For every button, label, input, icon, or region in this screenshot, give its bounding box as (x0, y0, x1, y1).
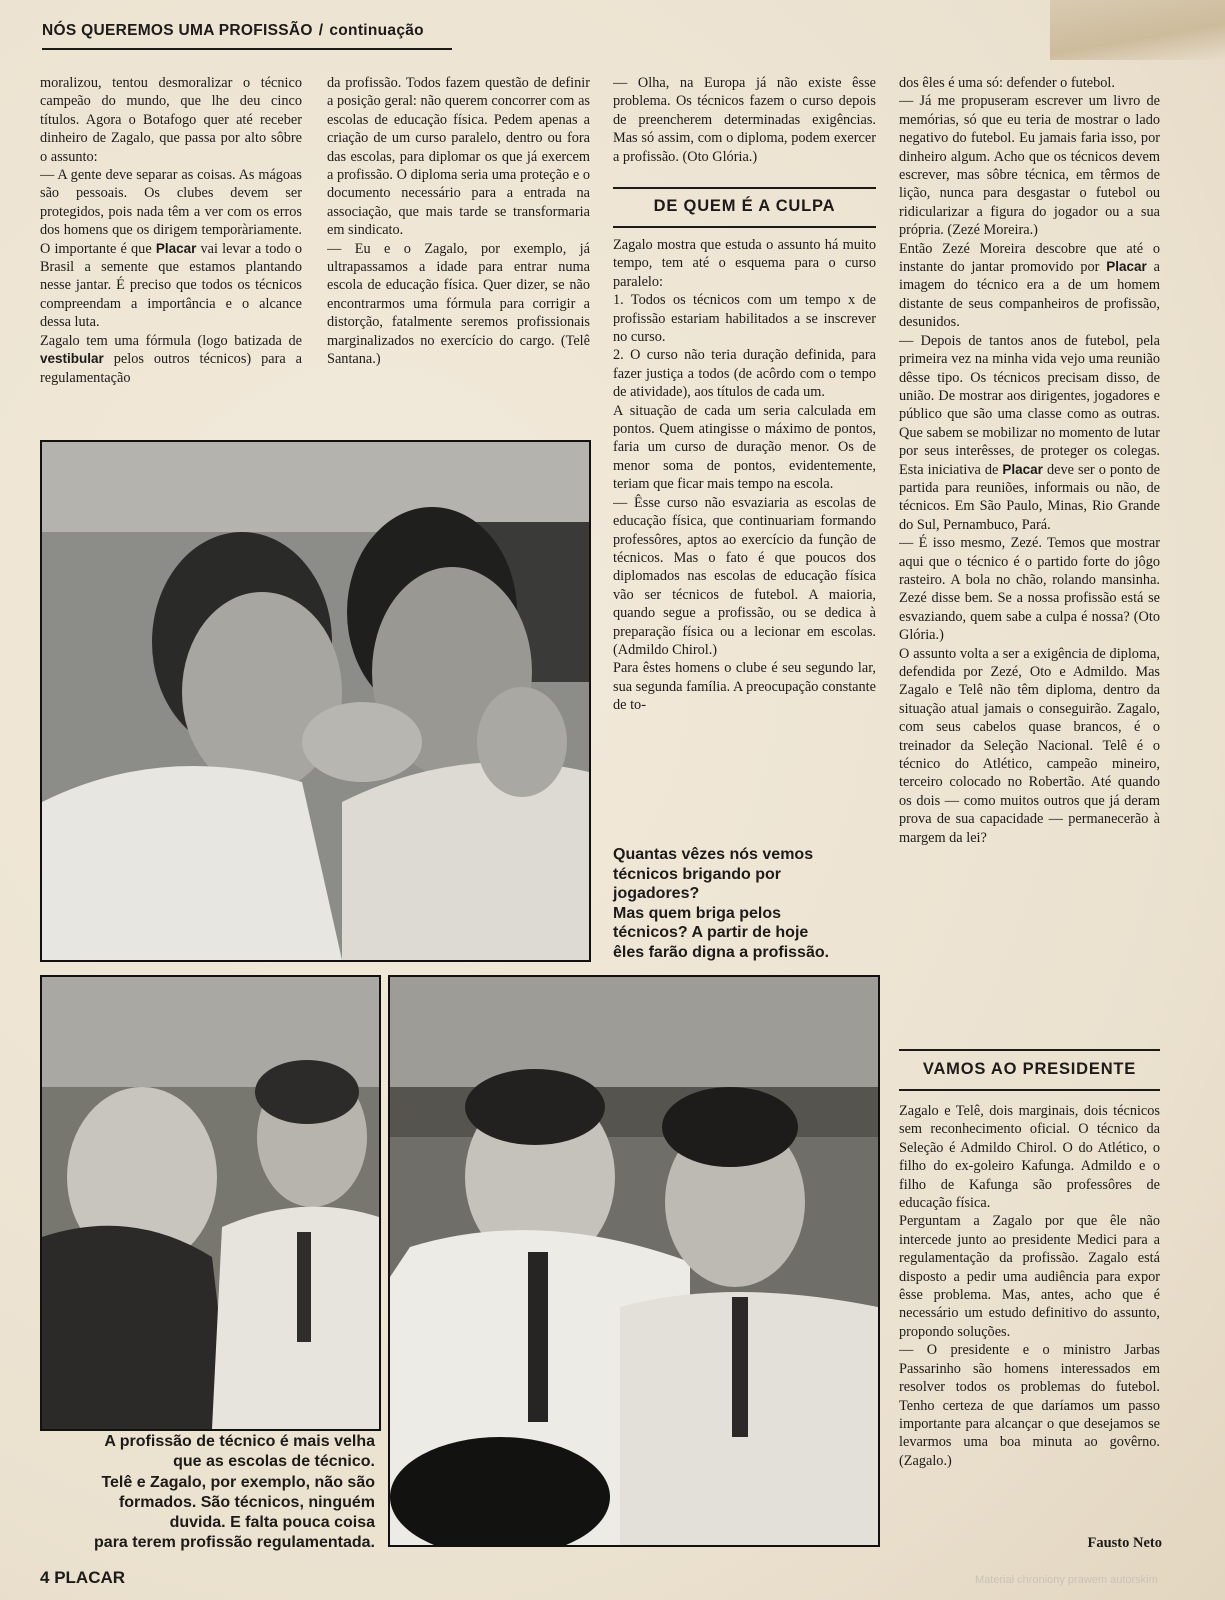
photo-image (42, 442, 589, 960)
column-4-body (899, 1102, 1160, 1532)
photo-caption (40, 1432, 375, 1554)
pull-quote-line: Quantas vêzes nós vemos (613, 846, 814, 863)
section-rule (899, 1089, 1160, 1091)
pull-quote-line: Mas quem briga pelos (613, 904, 782, 922)
byline: Fausto Neto (1087, 1535, 1162, 1551)
photo-two-coaches-talking (40, 440, 591, 962)
paragraph: moralizou, tentou desmoralizar o técnico campeão do mundo, que lhe deu cinco títulos. Agora o Botafogo quer até receber dinheiro de Zagalo, que passa por alto sôbre o assunto: (40, 75, 302, 165)
emphasis-text: Placar (1106, 259, 1147, 275)
paragraph: da profissão. Todos fazem questão de definir a posição geral: não querem concorrer com as escolas de educação física. Pedem apenas a criação de um curso paralelo, dentro ou fora das escolas, para diplomar os que já exercem a profissão. O diploma seria uma proteção e o documento necessário para a entrada na associação, que mais tarde se transformaria em sindicato. (327, 75, 590, 239)
subheading-vamos-ao-presidente: VAMOS AO PRESIDENTE (922, 1060, 1137, 1078)
pull-quote-line: jogadores? (613, 885, 700, 902)
photo-coaches-discussing (388, 975, 880, 1547)
paragraph: 1. Todos os técnicos com um tempo x de profissão estariam habilitados a se inscrever no curso. (613, 292, 876, 346)
paragraph: — Eu e o Zagalo, por exemplo, já ultrapassamos a idade para entrar numa escola de educação física. Quer dizer, se não encontrarmos uma fórmula para corrigir a distorção, fatalmente seremos profissionais marginalizados no exercício do cargo. (Telê Santana.) (327, 240, 590, 368)
section-title: NÓS QUEREMOS UMA PROFISSÃO (42, 22, 313, 39)
paragraph: Então Zezé Moreira descobre que até o instante do jantar promovido por Placar a imagem do técnico era a de um homem distante de seus companheiros de profissão, desunidos. (899, 240, 1160, 331)
emphasis-text: Placar (155, 240, 197, 256)
paragraph: — Êsse curso não esvaziaria as escolas de educação física, que continuariam formando professôres, aptos ao exercício da função de técnicos. Mas o fato é que poucos dos diplomados nas escolas de educação física vão ser técnicos de futebol. A maioria, quando segue a profissão, ou se dedica à preparação física ou a lecionar em escolas. (Admildo Chirol.) (613, 494, 876, 658)
pull-quote-line: técnicos brigando por (613, 865, 782, 883)
caption-line: duvida. E falta pouca coisa (169, 1514, 375, 1532)
paragraph: Para êstes homens o clube é seu segundo lar, sua segunda família. A preocupação constante de to- (613, 660, 876, 714)
column-3-body (613, 236, 876, 811)
paragraph: Perguntam a Zagalo por que êle não intercede junto ao presidente Medici para a regulamentação da profissão. Zagalo está disposto a pedir uma audiência para expor êsse problema. Mas, antes, acho que é necessário um estudo definitivo do assunto, propondo soluções. (899, 1213, 1160, 1340)
emphasis-text: vestibular (40, 351, 104, 367)
paragraph: — Já me propuseram escrever um livro de memórias, só que eu teria de mostrar o lado negativo do futebol. Eu jamais faria isso, por dinheiro algum. Acho que os técnicos devem escrever, mas sôbre técnica, em têrmos de lição, nunca para desgastar o futebol ou ridicularizar a figura do jogador ou a sua própria. (Zezé Moreira.) (899, 93, 1160, 239)
caption-line: formados. São técnicos, ninguém (118, 1493, 375, 1511)
paragraph: A situação de cada um seria calculada em pontos. Quem atingisse o máximo de pontos, faria um curso de duração menor. Os de menor soma de pontos, evidentemente, teriam que ficar mais tempo na escola. (613, 402, 876, 493)
header-rule (42, 48, 452, 50)
column-3-top (613, 74, 876, 184)
caption-line: Telê e Zagalo, por exemplo, não são (101, 1473, 375, 1491)
caption-line: que as escolas de técnico. (173, 1453, 375, 1471)
paragraph: 2. O curso não teria duração definida, para fazer justiça a todos (de acôrdo com o tempo de atividade), aos títulos de cada um. (613, 347, 876, 401)
column-4-top (899, 74, 1160, 1034)
paragraph: Zagalo tem uma fórmula (logo batizada de vestibular pelos outros técnicos) para a regulamentação (40, 332, 302, 386)
paragraph: dos êles é uma só: defender o futebol. (899, 75, 1115, 91)
section-rule (899, 1049, 1160, 1051)
paragraph: — A gente deve separar as coisas. As mágoas são pessoais. Os clubes devem ser protegidos, pois nada têm a ver com os erros dos homens que os dirigem temporàriamente. O importante é que Placar vai levar a todo o Brasil a semente que estamos plantando nesse jantar. É preciso que todos os técnicos compreendam a importância e o alcance dessa luta. (40, 167, 302, 331)
paragraph: — Olha, na Europa já não existe êsse problema. Os técnicos fazem o curso depois de preencherem determinadas exigências. Mas só assim, com o diploma, podem exercer a profissão. (Oto Glória.) (613, 75, 876, 165)
column-2 (327, 74, 590, 430)
copyright-watermark: Materiał chroniony prawem autorskim (975, 1574, 1158, 1586)
section-rule (613, 226, 876, 228)
paragraph: Zagalo mostra que estuda o assunto há muito tempo, tem até o esquema para o curso paralelo: (613, 237, 876, 290)
paragraph: O assunto volta a ser a exigência de diploma, defendida por Zezé, Oto e Admildo. Mas Zagalo e Telê não têm diploma, dentro da situação atual jamais o conseguirão. Zagalo, com seus cabelos quase brancos, é o treinador da Seleção Nacional. Telê é o técnico do Atlético, campeão mineiro, terceiro colocado no Robertão. Até quando os dois — como muitos outros que já deram prova de sua capacidade — permanecerão à margem da lei? (899, 645, 1160, 846)
caption-line: A profissão de técnico é mais velha (104, 1433, 375, 1450)
photo-image (390, 977, 878, 1545)
magazine-name: PLACAR (54, 1568, 126, 1587)
continuation-label: continuação (329, 22, 424, 39)
pull-quote-line: técnicos? A partir de hoje (613, 924, 809, 941)
pull-quote-line: êles farão digna a profissão. (613, 943, 830, 961)
page-footer (40, 1568, 125, 1588)
subheading-de-quem-e-a-culpa: DE QUEM É A CULPA (653, 197, 836, 215)
page-header (42, 22, 1142, 50)
header-separator: / (318, 22, 324, 39)
paragraph: Zagalo e Telê, dois marginais, dois técnicos sem reconhecimento oficial. O técnico da Seleção é Admildo Chirol. O do Atlético, o filho do ex-goleiro Kafunga. Admildo e o filho de Kafunga são professôres de educação física. (899, 1103, 1160, 1212)
column-1 (40, 74, 302, 430)
paragraph: — Depois de tantos anos de futebol, pela primeira vez na minha vida vejo uma reunião dêsse tipo. Os técnicos precisam disso, de união. De mostrar aos dirigentes, jogadores e público que são uma classe como as outras. Que sabem se mobilizar no momento de lutar por seus interêsses, de proteger os colegas. Esta iniciativa de Placar deve ser o ponto de partida para reuniões, informais ou não, de técnicos. Em São Paulo, Minas, Rio Grande do Sul, Pernambuco, Pará. (899, 332, 1160, 533)
page-number: 4 (40, 1568, 50, 1587)
photo-coaches-at-table (40, 975, 381, 1431)
paragraph: — O presidente e o ministro Jarbas Passarinho são homens interessados em resolver todos os problemas do futebol. Tenho certeza de que daríamos um passo importante para alcançar o que desejamos se levarmos uma boa minuta ao govêrno. (Zagalo.) (899, 1342, 1160, 1469)
caption-line: para terem profissão regulamentada. (94, 1534, 375, 1552)
paragraph: — É isso mesmo, Zezé. Temos que mostrar aqui que o técnico é o partido forte do jôgo rasteiro. A bola no chão, rolando mansinha. Zezé disse bem. Se a nossa profissão está se esvaziando, quem sabe a culpa é nossa? (Oto Glória.) (899, 535, 1160, 644)
section-rule (613, 187, 876, 189)
emphasis-text: Placar (1002, 461, 1043, 477)
pull-quote (613, 845, 878, 962)
photo-image (42, 977, 379, 1429)
